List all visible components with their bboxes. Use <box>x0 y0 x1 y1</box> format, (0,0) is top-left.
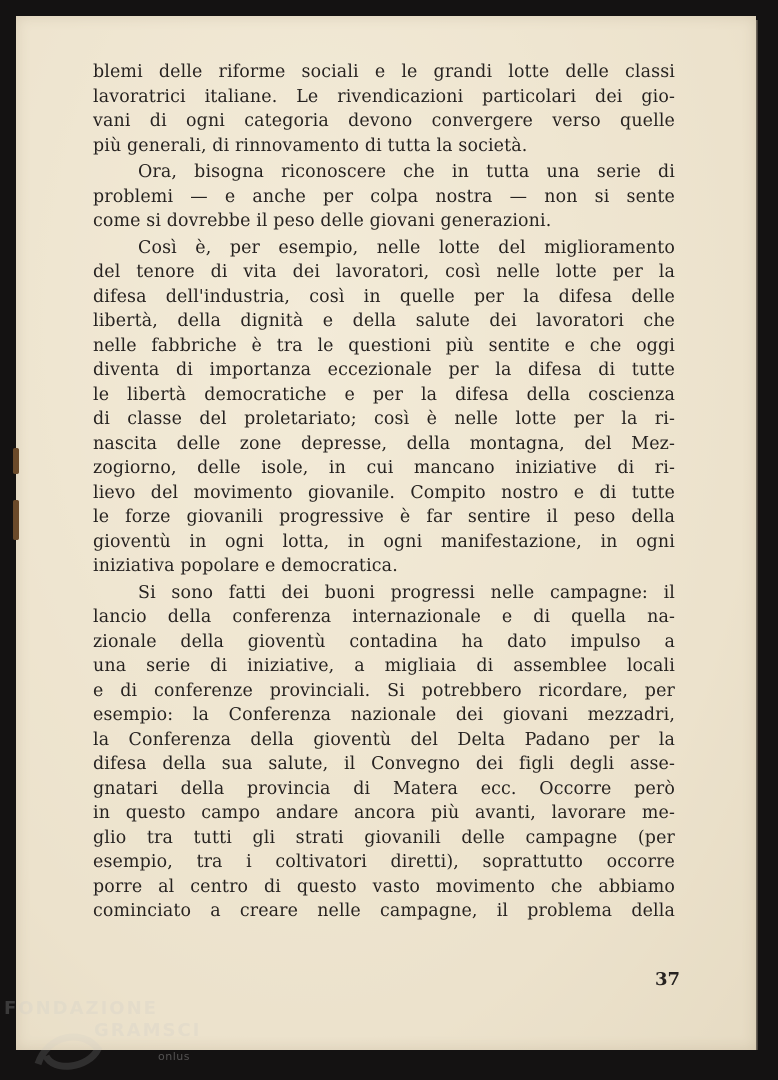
text-line: una serie di iniziative, a migliaia di assemblee locali <box>93 656 675 676</box>
text-line: lievo del movimento giovanile. Compito nostro e di tutte <box>93 482 675 503</box>
watermark-text: GRAMSCI <box>94 1020 202 1041</box>
text-line: libertà, della dignità e della salute dei lavoratori che <box>93 311 675 331</box>
text-line: difesa della sua salute, il Convegno dei figli degli asse- <box>93 754 675 774</box>
text-line: esempio: la Conferenza nazionale dei giovani mezzadri, <box>93 705 675 725</box>
watermark-logo <box>4 994 204 1074</box>
text-line: blemi delle riforme sociali e le grandi lotte delle classi <box>93 62 675 82</box>
text-line: diventa di importanza eccezionale per la difesa di tutte <box>93 360 675 380</box>
text-line: cominciato a creare nelle campagne, il problema della <box>93 901 675 921</box>
text-line: e di conferenze provinciali. Si potrebbero ricordare, per <box>93 680 675 701</box>
text-line: porre al centro di questo vasto movimento che abbiamo <box>93 876 675 897</box>
text-line: del tenore di vita dei lavoratori, così nelle lotte per la <box>93 262 675 282</box>
text-line: lavoratrici italiane. Le rivendicazioni particolari dei gio- <box>93 86 675 107</box>
text-line: zogiorno, delle isole, in cui mancano iniziative di ri- <box>93 458 675 478</box>
page-number: 37 <box>655 969 681 990</box>
text-line: vani di ogni categoria devono convergere verso quelle <box>93 111 675 131</box>
text-line: esempio, tra i coltivatori diretti), soprattutto occorre <box>93 852 675 872</box>
text-line: glio tra tutti gli strati giovanili delle campagne (per <box>93 827 675 848</box>
binding-mark <box>13 500 19 540</box>
text-line: nascita delle zone depresse, della montagna, del Mez- <box>93 433 675 454</box>
text-line: zionale della gioventù contadina ha dato impulso a <box>93 631 675 652</box>
text-line: le forze giovanili progressive è far sentire il peso della <box>93 507 675 527</box>
text-line: iniziativa popolare e democratica. <box>93 556 398 576</box>
text-line: di classe del proletariato; così è nelle lotte per la ri- <box>93 409 675 429</box>
watermark-text: onlus <box>158 1050 190 1063</box>
body-text <box>93 60 675 924</box>
text-line: difesa dell'industria, così in quelle per la difesa delle <box>93 286 675 307</box>
text-line: gioventù in ogni lotta, in ogni manifestazione, in ogni <box>93 531 675 552</box>
binding-mark <box>13 448 19 474</box>
text-line: problemi — e anche per colpa nostra — non si sente <box>93 186 675 207</box>
text-line: la Conferenza della gioventù del Delta Padano per la <box>93 729 675 750</box>
text-line: gnatari della provincia di Matera ecc. Occorre però <box>93 778 675 799</box>
text-line: le libertà democratiche e per la difesa della coscienza <box>93 384 675 405</box>
text-line: più generali, di rinnovamento di tutta la società. <box>93 135 528 156</box>
watermark-swirl-icon <box>28 1014 108 1074</box>
text-line: come si dovrebbe il peso delle giovani generazioni. <box>93 211 552 231</box>
text-line: lancio della conferenza internazionale e di quella na- <box>93 607 675 627</box>
text-line: in questo campo andare ancora più avanti, lavorare me- <box>93 803 675 823</box>
text-line: nelle fabbriche è tra le questioni più sentite e che oggi <box>93 335 675 356</box>
text-line: Ora, bisogna riconoscere che in tutta una serie di <box>138 162 675 182</box>
text-line: Così è, per esempio, nelle lotte del miglioramento <box>138 237 675 258</box>
text-line: Si sono fatti dei buoni progressi nelle campagne: il <box>138 582 675 603</box>
watermark-text: FONDAZIONE <box>4 998 158 1019</box>
